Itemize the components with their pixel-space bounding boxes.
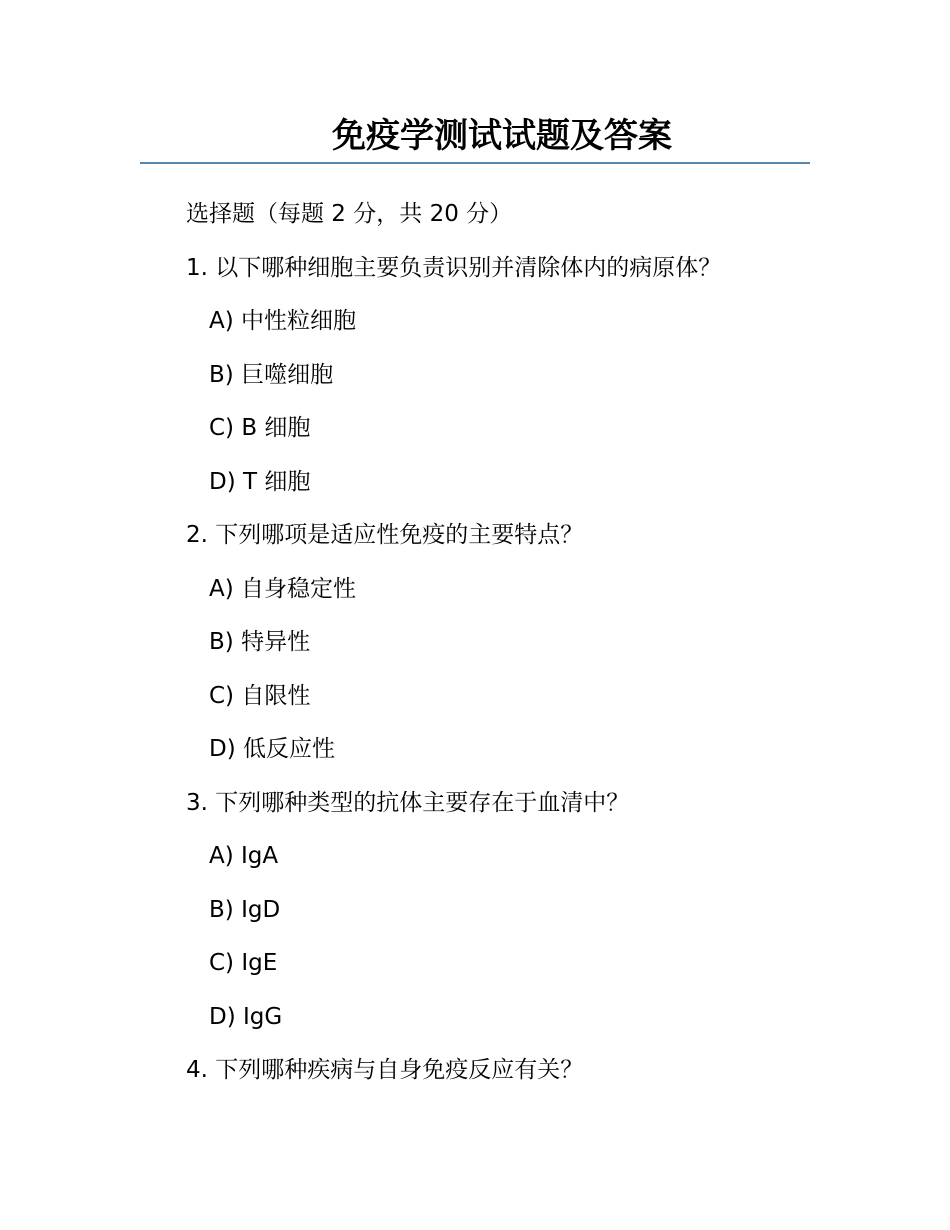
question-4: 4. 下列哪种疾病与自身免疫反应有关？ bbox=[186, 1057, 584, 1083]
question-3-option-d: D) IgG bbox=[209, 1003, 283, 1030]
question-2-option-d: D) 低反应性 bbox=[209, 736, 335, 762]
question-2: 2. 下列哪项是适应性免疫的主要特点？ bbox=[186, 522, 584, 548]
question-1-option-a: A) 中性粒细胞 bbox=[209, 308, 357, 334]
question-3-option-b: B) IgD bbox=[209, 896, 281, 923]
question-1-option-b: B) 巨噬细胞 bbox=[209, 361, 334, 388]
question-2-option-a: A) 自身稳定性 bbox=[209, 575, 357, 602]
question-1-option-d: D) T 细胞 bbox=[209, 468, 311, 495]
question-2-option-b: B) 特异性 bbox=[209, 629, 311, 655]
question-3-option-a: A) IgA bbox=[209, 843, 279, 869]
question-3: 3. 下列哪种类型的抗体主要存在于血清中？ bbox=[186, 789, 630, 816]
question-1: 1. 以下哪种细胞主要负责识别并清除体内的病原体？ bbox=[186, 254, 722, 281]
document-title: 免疫学测试试题及答案 bbox=[332, 116, 672, 156]
document-body bbox=[186, 192, 826, 1102]
question-2-option-c: C) 自限性 bbox=[209, 682, 311, 709]
title-underline bbox=[140, 162, 810, 164]
question-1-option-c: C) B 细胞 bbox=[209, 415, 311, 441]
question-3-option-c: C) IgE bbox=[209, 950, 278, 976]
section-heading: 选择题（每题 2 分，共 20 分） bbox=[186, 201, 513, 227]
